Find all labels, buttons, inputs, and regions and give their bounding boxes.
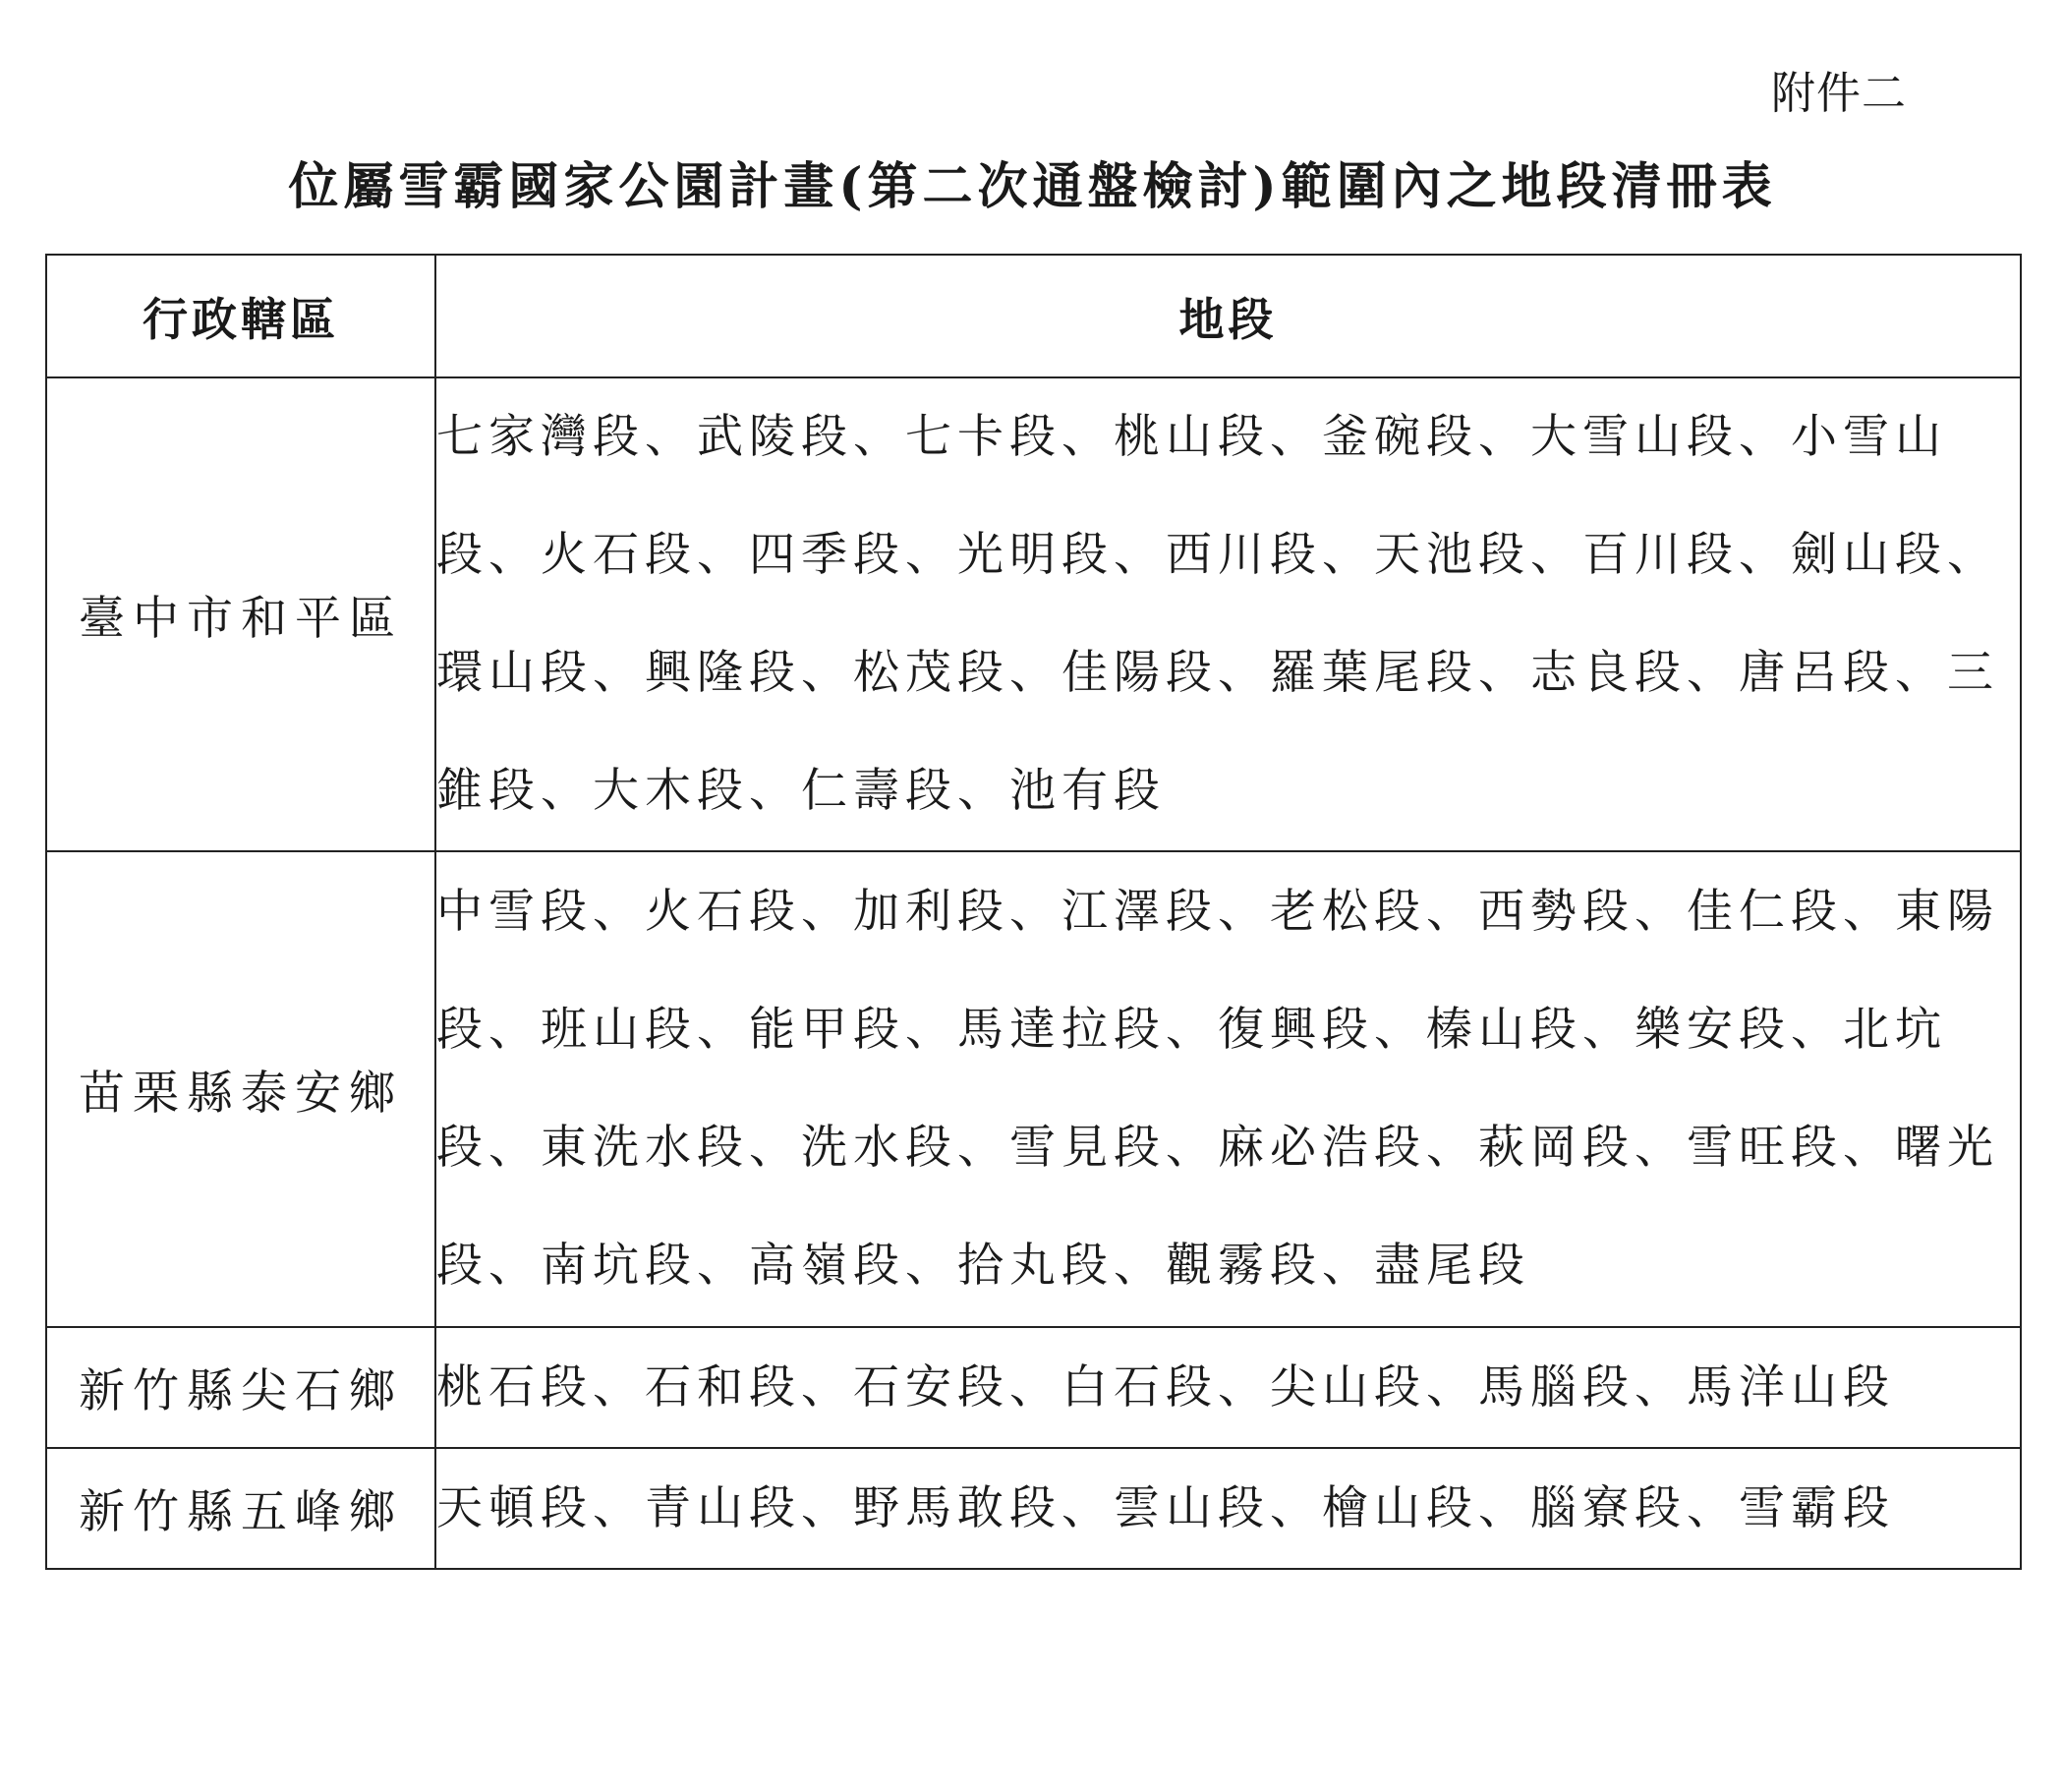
table-row [46, 1327, 2021, 1448]
table-row [46, 1448, 2021, 1569]
document-title: 位屬雪霸國家公園計畫(第二次通盤檢討)範圍內之地段清冊表 [288, 157, 1777, 216]
district-cell: 臺中市和平區 [46, 377, 435, 851]
sections-cell: 中雪段、火石段、加利段、江澤段、老松段、西勢段、佳仁段、東陽段、班山段、能甲段、馬達拉段、復興段、榛山段、樂安段、北坑段、東洗水段、洗水段、雪見段、麻必浩段、萩岡段、雪旺段、曙光段、南坑段、高嶺段、拾丸段、觀霧段、盡尾段 [435, 851, 2021, 1327]
sections-cell: 天頓段、青山段、野馬敢段、雲山段、檜山段、腦寮段、雪霸段 [435, 1448, 2021, 1569]
table-row [46, 377, 2021, 851]
sections-cell: 桃石段、石和段、石安段、白石段、尖山段、馬腦段、馬洋山段 [435, 1327, 2021, 1448]
district-cell: 新竹縣尖石鄉 [46, 1327, 435, 1448]
column-header-sections: 地段 [435, 255, 2021, 377]
sections-cell: 七家灣段、武陵段、七卡段、桃山段、釜碗段、大雪山段、小雪山段、火石段、四季段、光明段、西川段、天池段、百川段、劍山段、環山段、興隆段、松茂段、佳陽段、羅葉尾段、志良段、唐呂段、三錐段、大木段、仁壽段、池有段 [435, 377, 2021, 851]
attachment-label: 附件二 [1771, 67, 1908, 119]
district-cell: 新竹縣五峰鄉 [46, 1448, 435, 1569]
land-section-table [45, 254, 2022, 1570]
table-header-row [46, 255, 2021, 377]
table-row [46, 851, 2021, 1327]
column-header-district: 行政轄區 [46, 255, 435, 377]
district-cell: 苗栗縣泰安鄉 [46, 851, 435, 1327]
